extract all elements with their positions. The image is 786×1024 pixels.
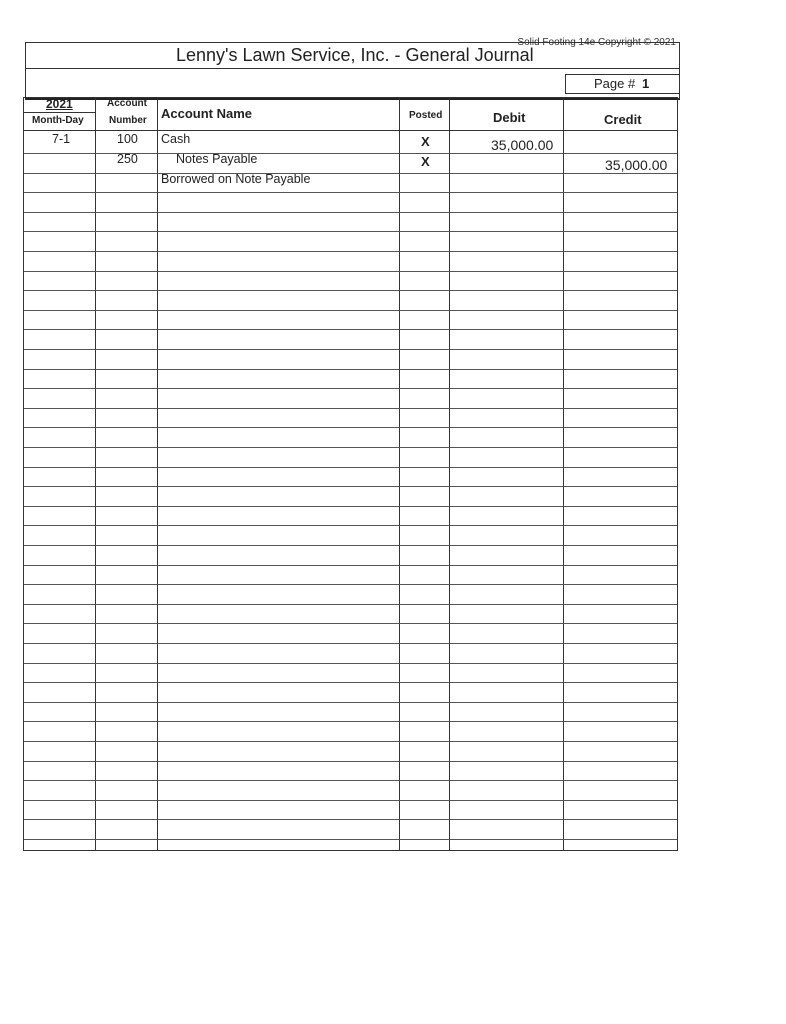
header-credit: Credit — [604, 112, 642, 127]
ledger-row-line — [24, 800, 677, 801]
ledger-row-line — [24, 506, 677, 507]
column-divider — [399, 98, 400, 850]
column-divider — [563, 98, 564, 850]
ledger-row-line — [24, 153, 677, 154]
ledger-row-line — [24, 467, 677, 468]
ledger-row-line — [24, 310, 677, 311]
ledger-row-line — [24, 839, 677, 840]
ledger-row-line — [24, 525, 677, 526]
entry-debit: 35,000.00 — [491, 137, 554, 153]
column-divider — [157, 98, 158, 850]
ledger-row-line — [24, 584, 677, 585]
journal-title: Lenny's Lawn Service, Inc. - General Journal — [176, 45, 534, 65]
ledger-row-line — [24, 290, 677, 291]
ledger-row-line — [24, 349, 677, 350]
header-posted: Posted — [409, 110, 443, 121]
page-number-row — [25, 68, 680, 100]
ledger-row-line — [24, 702, 677, 703]
ledger-row-line — [24, 545, 677, 546]
entry-date: 7-1 — [52, 132, 71, 146]
ledger-row-line — [24, 212, 677, 213]
ledger-row-line — [24, 369, 677, 370]
ledger-row-line — [24, 819, 677, 820]
ledger-row-line — [24, 427, 677, 428]
ledger-row-line — [24, 682, 677, 683]
journal-title-bar — [25, 42, 680, 69]
ledger-row-line — [24, 329, 677, 330]
entry-posted-mark: X — [421, 154, 430, 169]
page-number: 1 — [642, 76, 650, 91]
ledger-row-line — [24, 643, 677, 644]
ledger-row-line — [24, 565, 677, 566]
header-number: Number — [109, 115, 147, 126]
ledger-row-line — [24, 271, 677, 272]
header-debit: Debit — [493, 110, 526, 125]
column-divider — [95, 98, 96, 850]
ledger-row-line — [24, 388, 677, 389]
entry-account-name: Borrowed on Note Payable — [161, 172, 311, 186]
header-account: Account — [107, 98, 147, 109]
ledger-row-line — [24, 486, 677, 487]
header-bottom-rule — [24, 130, 677, 131]
entry-account-name: Notes Payable — [176, 152, 258, 166]
header-month-day: Month-Day — [32, 115, 84, 126]
ledger-row-line — [24, 721, 677, 722]
entry-account-name: Cash — [161, 132, 191, 146]
copyright-notice: Solid Footing 14e Copyright © 2021 — [517, 37, 676, 48]
ledger-row-line — [24, 761, 677, 762]
page-label: Page # — [594, 76, 636, 91]
entry-account-number: 250 — [117, 152, 138, 166]
ledger-row-line — [24, 780, 677, 781]
ledger-row-line — [24, 604, 677, 605]
ledger-row-line — [24, 623, 677, 624]
entry-account-number: 100 — [117, 132, 138, 146]
header-divider — [24, 112, 95, 113]
ledger-row-line — [24, 447, 677, 448]
header-year: 2021 — [46, 97, 73, 111]
ledger-row-line — [24, 741, 677, 742]
header-account-name: Account Name — [161, 106, 253, 121]
entry-posted-mark: X — [421, 134, 430, 149]
ledger-row-line — [24, 663, 677, 664]
page-number-box — [565, 74, 680, 94]
journal-ledger — [23, 97, 678, 851]
ledger-row-line — [24, 192, 677, 193]
column-divider — [449, 98, 450, 850]
ledger-row-line — [24, 251, 677, 252]
entry-credit: 35,000.00 — [605, 157, 668, 173]
ledger-row-line — [24, 408, 677, 409]
ledger-row-line — [24, 231, 677, 232]
ledger-row-line — [24, 173, 677, 174]
